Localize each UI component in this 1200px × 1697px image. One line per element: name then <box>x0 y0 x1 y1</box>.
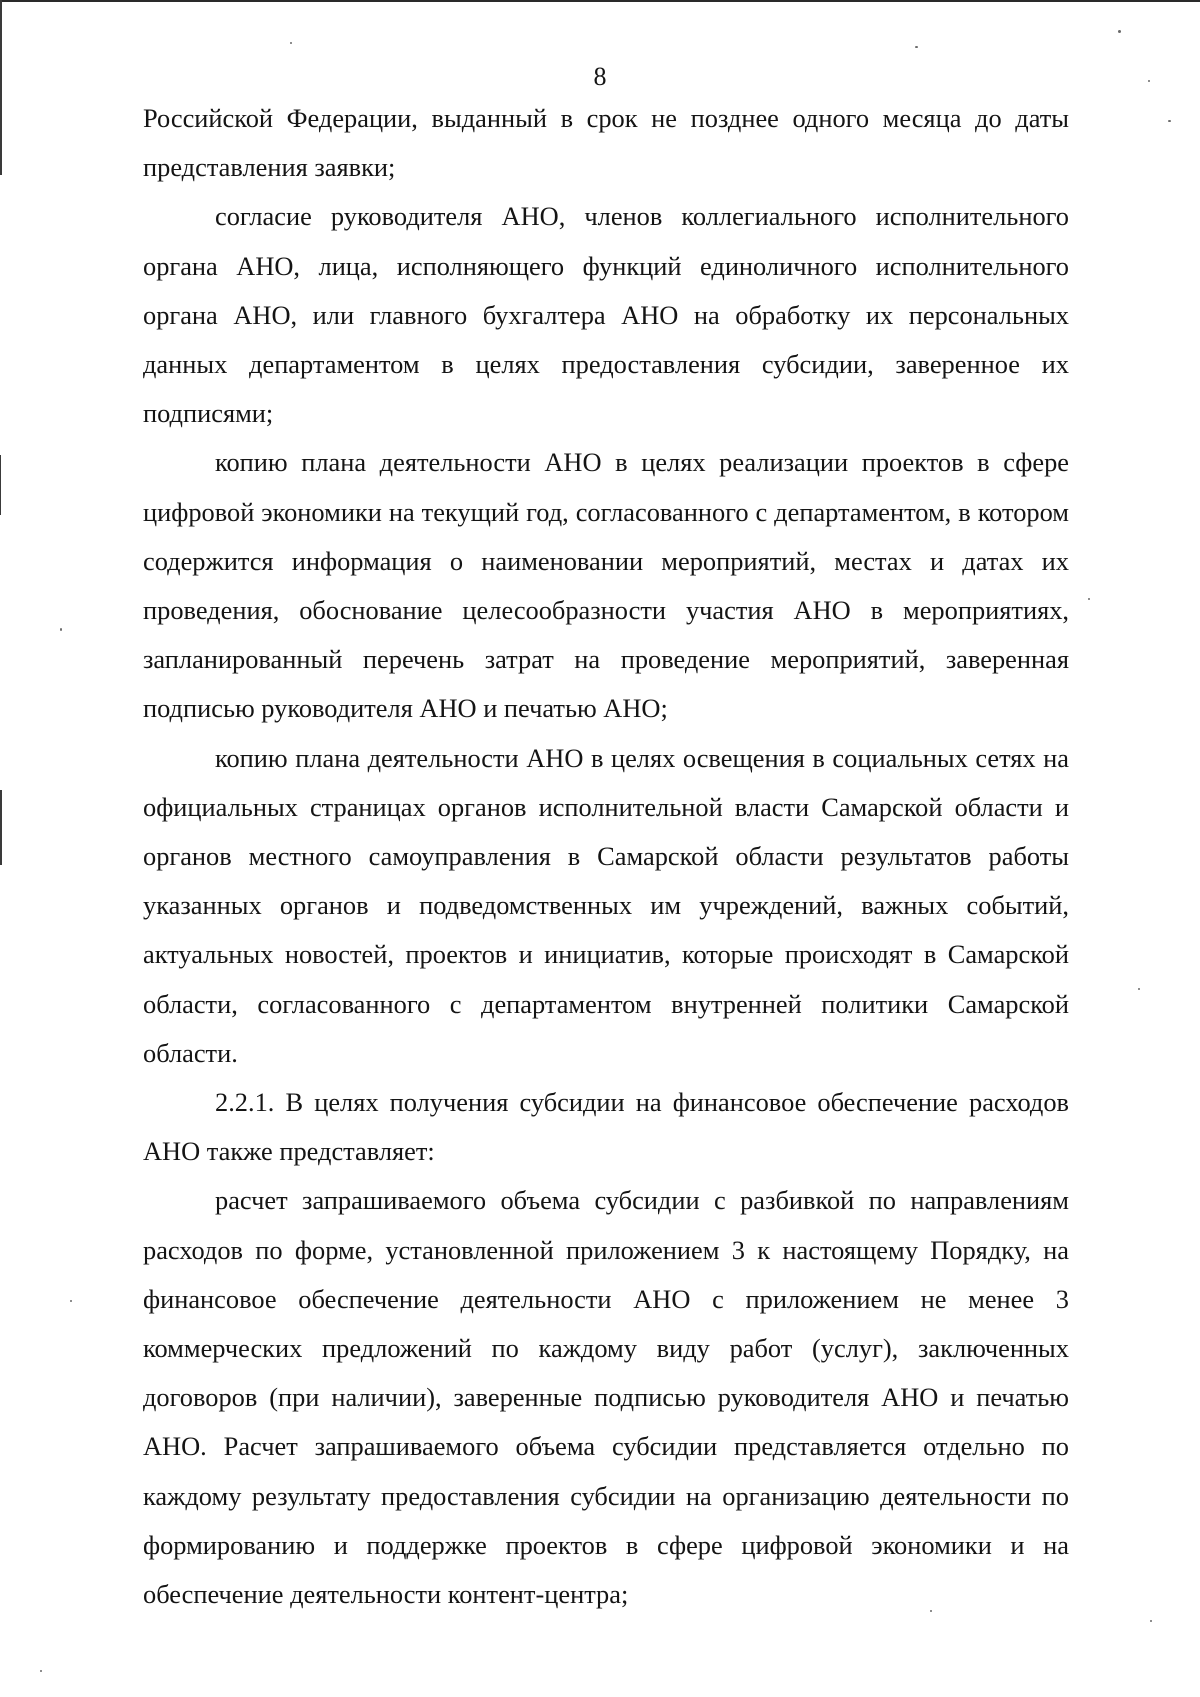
scan-speck <box>40 1670 42 1672</box>
scan-speck <box>1138 988 1140 990</box>
paragraph-clause-2-2-1: 2.2.1. В целях получения субсидии на финансовое обеспечение расходов АНО также представляет: <box>143 1087 1069 1167</box>
scan-speck <box>1150 1620 1152 1622</box>
paragraph-continuation: Российской Федерации, выданный в срок не позднее одного месяца до даты представления заявки; <box>143 103 1069 183</box>
scan-speck <box>290 42 292 44</box>
scan-speck <box>1168 120 1171 122</box>
scan-speck <box>60 628 62 631</box>
scan-speck <box>930 1610 932 1612</box>
scan-top-edge <box>0 0 1200 2</box>
document-body <box>143 94 1069 1619</box>
scan-speck <box>915 46 918 48</box>
paragraph-subsidy-calculation: расчет запрашиваемого объема субсидии с разбивкой по направлениям расходов по форме, установленной приложением 3 к настоящему Порядку, на финансовое обеспечение деятельности АНО с приложением не менее 3 коммерческих предложений по каждому виду работ (услуг), заключенных договоров (при наличии), заверенные подписью руководителя АНО и печатью АНО. Расчет запрашиваемого объема субсидии представляется отдельно по каждому результату предоставления субсидии на организацию деятельности по формированию и поддержке проектов в сфере цифровой экономики и на обеспечение деятельности контент-центра; <box>143 1185 1069 1610</box>
scan-speck <box>1148 80 1150 82</box>
scan-speck <box>70 1300 72 1302</box>
scan-speck <box>1118 30 1121 33</box>
paragraph-plan-social-networks: копию плана деятельности АНО в целях освещения в социальных сетях на официальных страницах органов исполнительной власти Самарской области и органов местного самоуправления в Самарской области результатов работы указанных органов и подведомственных им учреждений, важных событий, актуальных новостей, проектов и инициатив, которые происходят в Самарской области, согласованного с департаментом внутренней политики Самарской области. <box>143 742 1069 1068</box>
paragraph-plan-digital-economy: копию плана деятельности АНО в целях реализации проектов в сфере цифровой экономики на текущий год, согласованного с департаментом, в котором содержится информация о наименовании мероприятий, местах и датах их проведения, обоснование целесообразности участия АНО в мероприятиях, запланированный перечень затрат на проведение мероприятий, заверенная подписью руководителя АНО и печатью АНО; <box>143 447 1069 724</box>
paragraph-consent: согласие руководителя АНО, членов коллегиального исполнительного органа АНО, лица, исполняющего функций единоличного исполнительного органа АНО, или главного бухгалтера АНО на обработку их персональных данных департаментом в целях предоставления субсидии, заверенное их подписями; <box>143 201 1069 429</box>
page-number: 8 <box>593 62 607 91</box>
scan-left-edge <box>0 455 1 515</box>
scan-left-edge <box>0 790 2 865</box>
scan-speck <box>1088 598 1090 600</box>
